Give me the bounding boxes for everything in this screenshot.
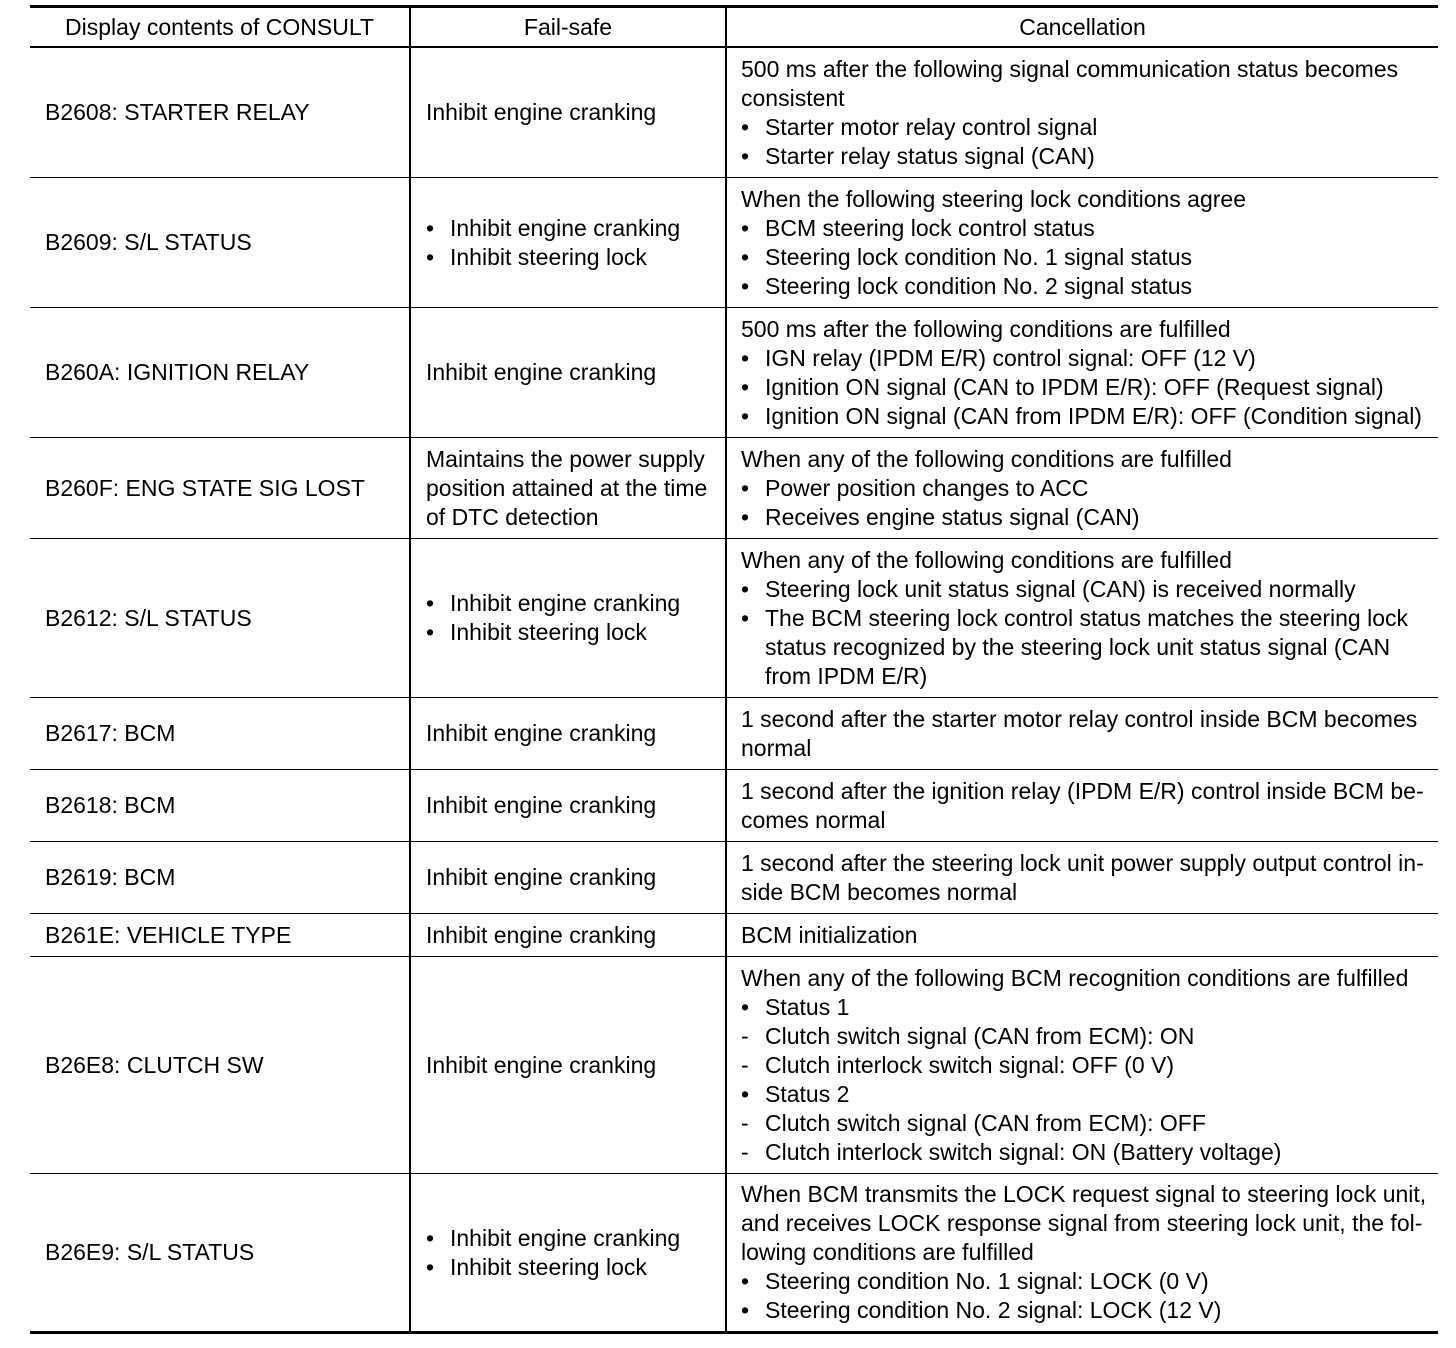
bullet-icon: • — [426, 1224, 435, 1251]
dtc-code-cell: B2619: BCM — [30, 841, 410, 913]
text-line — [426, 98, 717, 127]
list-item — [741, 344, 1432, 373]
dash-icon: - — [741, 1109, 749, 1136]
bullet-icon: • — [741, 503, 750, 530]
header-failsafe: Fail-safe — [410, 7, 726, 48]
table-row — [30, 769, 1438, 841]
bullet-icon: • — [741, 1297, 750, 1323]
text-line — [741, 445, 1432, 474]
list-item — [741, 503, 1432, 532]
item-text: Clutch interlock switch signal: ON (Battery voltage) — [765, 1138, 1282, 1165]
dtc-code-cell: B26E8: CLUTCH SW — [30, 956, 410, 1173]
item-text: Clutch switch signal (CAN from ECM): OFF — [765, 1109, 1206, 1136]
list-item — [426, 1253, 717, 1282]
item-text: Status 1 — [765, 993, 850, 1020]
dtc-code-cell: B2617: BCM — [30, 697, 410, 769]
item-text: Ignition ON signal (CAN from IPDM E/R): OFF (Condition signal) — [765, 402, 1422, 429]
dtc-code-cell: B2609: S/L STATUS — [30, 177, 410, 307]
bullet-icon: • — [741, 402, 750, 429]
item-text: The BCM steering lock control status matches the steering lock status recognized by the steering lock unit status signal (CAN from IPDM E/R) — [765, 604, 1409, 689]
item-text: BCM initialization — [741, 921, 918, 948]
item-text: Inhibit engine cranking — [450, 1224, 681, 1251]
item-text: Steering condition No. 1 signal: LOCK (0 V) — [765, 1268, 1209, 1294]
item-text: Maintains the power supply position attained at the time of DTC detection — [426, 445, 708, 530]
cancellation-cell — [726, 177, 1438, 307]
item-text: 500 ms after the following signal communication status becomes consistent — [741, 55, 1399, 111]
item-text: Status 2 — [765, 1080, 850, 1107]
bullet-icon: • — [741, 1080, 750, 1107]
text-line — [741, 921, 1432, 950]
header-consult: Display contents of CONSULT — [30, 7, 410, 48]
table-row — [30, 177, 1438, 307]
text-line — [741, 546, 1432, 575]
item-text: Inhibit engine cranking — [426, 99, 657, 126]
failsafe-cell — [410, 47, 726, 177]
table-row — [30, 307, 1438, 437]
list-item — [426, 618, 717, 647]
item-text: 500 ms after the following conditions are fulfilled — [741, 315, 1231, 342]
cancellation-cell — [726, 47, 1438, 177]
list-item — [741, 1051, 1432, 1080]
dash-icon: - — [741, 1022, 749, 1049]
bullet-icon: • — [426, 243, 435, 270]
item-text: Clutch interlock switch signal: OFF (0 V) — [765, 1051, 1175, 1078]
text-line — [426, 358, 717, 387]
item-text: When the following steering lock conditions agree — [741, 185, 1247, 212]
list-item — [426, 243, 717, 272]
text-line — [426, 1051, 717, 1080]
table-row — [30, 697, 1438, 769]
item-text: 1 second after the steering lock unit power supply output control in-side BCM becomes normal — [741, 849, 1424, 905]
failsafe-cell — [410, 437, 726, 538]
item-text: Starter relay status signal (CAN) — [765, 142, 1095, 169]
bullet-icon: • — [741, 142, 750, 169]
list-item — [741, 1022, 1432, 1051]
item-text: Steering lock unit status signal (CAN) is received normally — [765, 575, 1356, 602]
item-text: When any of the following conditions are fulfilled — [741, 445, 1232, 472]
text-line — [426, 445, 717, 532]
text-line — [426, 791, 717, 820]
item-text: Receives engine status signal (CAN) — [765, 503, 1140, 530]
item-text: Clutch switch signal (CAN from ECM): ON — [765, 1022, 1195, 1049]
text-line — [426, 921, 717, 950]
list-item — [741, 402, 1432, 431]
list-item — [741, 1138, 1432, 1167]
item-text: When any of the following BCM recognition conditions are fulfilled — [741, 964, 1409, 991]
bullet-icon: • — [741, 575, 750, 602]
item-text: Inhibit engine cranking — [426, 1051, 657, 1078]
bullet-icon: • — [426, 619, 435, 645]
dash-icon: - — [741, 1051, 749, 1078]
header-cancellation: Cancellation — [726, 7, 1438, 48]
text-line — [741, 1180, 1432, 1267]
dtc-code-cell: B26E9: S/L STATUS — [30, 1173, 410, 1332]
header-row — [30, 7, 1438, 48]
dtc-code-cell: B2612: S/L STATUS — [30, 538, 410, 697]
failsafe-cell — [410, 1173, 726, 1332]
failsafe-cell — [410, 697, 726, 769]
bullet-icon: • — [426, 1253, 435, 1280]
text-line — [741, 964, 1432, 993]
failsafe-cell — [410, 307, 726, 437]
item-text: When BCM transmits the LOCK request signal to steering lock unit, and receives LOCK response signal from steering lock unit, the fol-lowing conditions are fulfilled — [741, 1181, 1427, 1265]
failsafe-cell — [410, 956, 726, 1173]
text-line — [741, 777, 1432, 835]
text-line — [741, 705, 1432, 763]
dtc-code-cell: B2608: STARTER RELAY — [45, 99, 310, 126]
table-body — [30, 47, 1438, 1332]
list-item — [741, 373, 1432, 402]
list-item — [741, 474, 1432, 503]
list-item — [426, 214, 717, 243]
dtc-code-cell: B260F: ENG STATE SIG LOST — [30, 437, 410, 538]
list-item — [741, 1109, 1432, 1138]
cancellation-cell — [726, 697, 1438, 769]
item-text: BCM steering lock control status — [765, 214, 1095, 241]
item-text: IGN relay (IPDM E/R) control signal: OFF (12 V) — [765, 344, 1256, 371]
item-text: Inhibit engine cranking — [426, 720, 657, 746]
failsafe-cell — [410, 538, 726, 697]
item-text: Inhibit engine cranking — [426, 921, 657, 948]
cancellation-cell — [726, 538, 1438, 697]
list-item — [741, 1296, 1432, 1325]
bullet-icon: • — [426, 214, 435, 241]
text-line — [426, 863, 717, 892]
text-line — [741, 849, 1432, 907]
dtc-code-cell: B260A: IGNITION RELAY — [30, 307, 410, 437]
cancellation-cell — [726, 1173, 1438, 1332]
table-row — [30, 47, 1438, 177]
failsafe-cell — [410, 769, 726, 841]
dtc-code-cell: B261E: VEHICLE TYPE — [30, 913, 410, 956]
bullet-icon: • — [741, 113, 750, 140]
list-item — [741, 993, 1432, 1022]
bullet-icon: • — [741, 1268, 750, 1294]
item-text: Starter motor relay control signal — [765, 113, 1098, 140]
list-item — [426, 1224, 717, 1253]
table-row — [30, 913, 1438, 956]
item-text: Inhibit engine cranking — [450, 214, 681, 241]
item-text: 1 second after the ignition relay (IPDM E/R) control inside BCM be-comes normal — [741, 777, 1424, 833]
item-text: Power position changes to ACC — [765, 474, 1089, 501]
bullet-icon: • — [741, 344, 750, 371]
failsafe-cell — [410, 913, 726, 956]
item-text: Inhibit steering lock — [450, 243, 647, 270]
failsafe-cell — [410, 177, 726, 307]
text-line — [741, 315, 1432, 344]
list-item — [741, 1267, 1432, 1296]
bullet-icon: • — [741, 272, 750, 299]
item-text: 1 second after the starter motor relay control inside BCM becomes normal — [741, 705, 1418, 761]
item-text: Inhibit engine cranking — [450, 590, 681, 616]
fail-safe-table — [30, 5, 1438, 1334]
bullet-icon: • — [741, 243, 750, 270]
table-row — [30, 1173, 1438, 1332]
cancellation-cell — [726, 841, 1438, 913]
list-item — [741, 1080, 1432, 1109]
text-line — [741, 55, 1432, 113]
dtc-code-cell: B2618: BCM — [30, 769, 410, 841]
list-item — [741, 604, 1432, 691]
bullet-icon: • — [741, 373, 750, 400]
failsafe-cell — [410, 841, 726, 913]
list-item — [426, 589, 717, 618]
list-item — [741, 214, 1432, 243]
cancellation-cell — [726, 956, 1438, 1173]
text-line — [426, 719, 717, 748]
cancellation-cell — [726, 769, 1438, 841]
bullet-icon: • — [741, 214, 750, 241]
item-text: Steering condition No. 2 signal: LOCK (12 V) — [765, 1297, 1222, 1323]
bullet-icon: • — [741, 993, 750, 1020]
cancellation-cell — [726, 913, 1438, 956]
bullet-icon: • — [426, 590, 435, 616]
table-row — [30, 956, 1438, 1173]
list-item — [741, 575, 1432, 604]
list-item — [741, 142, 1432, 171]
dash-icon: - — [741, 1138, 749, 1165]
item-text: When any of the following conditions are fulfilled — [741, 546, 1232, 573]
bullet-icon: • — [741, 474, 750, 501]
text-line — [741, 185, 1432, 214]
list-item — [741, 272, 1432, 301]
item-text: Inhibit engine cranking — [426, 864, 657, 890]
cancellation-cell — [726, 307, 1438, 437]
table-row — [30, 437, 1438, 538]
item-text: Inhibit engine cranking — [426, 359, 657, 385]
cancellation-cell — [726, 437, 1438, 538]
item-text: Steering lock condition No. 1 signal status — [765, 243, 1193, 270]
list-item — [741, 243, 1432, 272]
item-text: Inhibit engine cranking — [426, 792, 657, 818]
item-text: Ignition ON signal (CAN to IPDM E/R): OFF (Request signal) — [765, 373, 1384, 400]
table-row — [30, 538, 1438, 697]
list-item — [741, 113, 1432, 142]
item-text: Inhibit steering lock — [450, 1253, 647, 1280]
item-text: Steering lock condition No. 2 signal status — [765, 272, 1193, 299]
table-row — [30, 841, 1438, 913]
item-text: Inhibit steering lock — [450, 619, 647, 645]
bullet-icon: • — [741, 604, 750, 631]
